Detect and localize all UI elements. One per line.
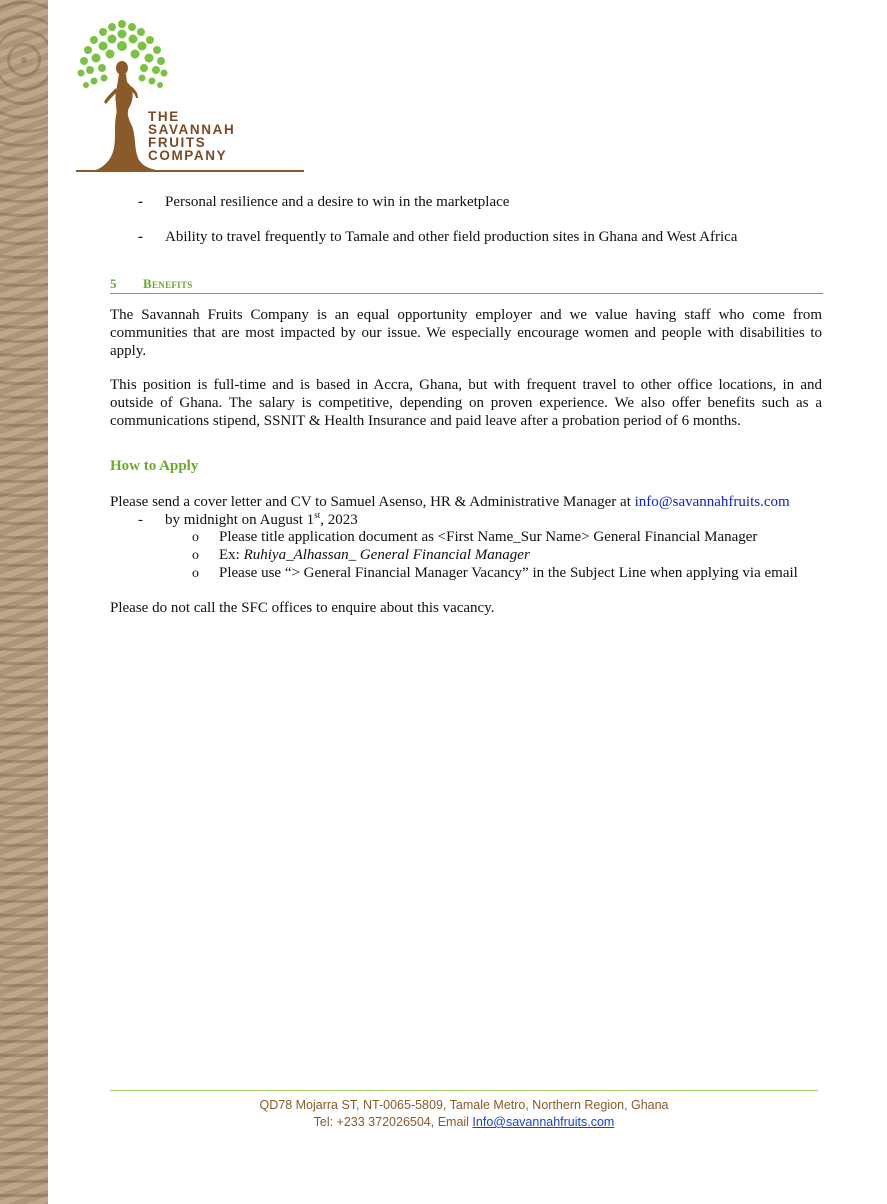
decorative-border	[0, 0, 48, 1204]
instruction-subject-line: Please use “> General Financial Manager Vacancy” in the Subject Line when applying via email	[219, 565, 798, 581]
how-to-apply-heading: How to Apply	[110, 458, 199, 474]
apply-intro	[110, 494, 790, 511]
section-number: 5	[110, 276, 117, 291]
sub-bullet-marker: o	[192, 566, 199, 581]
deadline-ordinal: st	[314, 510, 321, 520]
closing-note: Please do not call the SFC offices to enquire about this vacancy.	[110, 600, 495, 616]
paragraph-position-details: This position is full-time and is based in Accra, Ghana, but with frequent travel to other office locations, in and outside of Ghana. The salary is competitive, depending on proven experience. We also offer benefits such as a communications stipend, SSNIT & Health Insurance and paid leave after a probation period of 6 months.	[110, 377, 822, 429]
apply-email-link[interactable]: info@savannahfruits.com	[634, 494, 790, 510]
deadline-prefix: by midnight on August 1	[165, 512, 315, 528]
footer-tel: Tel: +233 372026504, Email	[313, 1115, 473, 1129]
logo-word-fruits: FRUITS	[148, 135, 207, 150]
bullet-resilience: Personal resilience and a desire to win in the marketplace	[165, 194, 510, 210]
deadline-marker: -	[138, 512, 143, 528]
example-filename: Ruhiya_Alhassan_ General Financial Manager	[243, 547, 530, 563]
logo-word-savannah: SAVANNAH	[148, 122, 236, 137]
instruction-title-document: Please title application document as <First Name_Sur Name> General Financial Manager	[219, 529, 758, 545]
bullet-marker: -	[138, 229, 143, 245]
footer-divider	[110, 1090, 818, 1091]
section-benefits-heading	[110, 275, 823, 294]
paragraph-equal-opportunity: The Savannah Fruits Company is an equal opportunity employer and we value having staff who come from communities that are most impacted by our issue. We especially encourage women and people with disabilities to apply.	[110, 307, 822, 359]
sub-bullet-marker: o	[192, 548, 199, 563]
bullet-travel: Ability to travel frequently to Tamale and other field production sites in Ghana and West Africa	[165, 229, 738, 245]
logo-underline	[76, 170, 304, 172]
apply-intro-text: Please send a cover letter and CV to Samuel Asenso, HR & Administrative Manager at	[110, 494, 635, 510]
sub-bullet-marker: o	[192, 530, 199, 545]
footer-email-link[interactable]: Info@savannahfruits.com	[472, 1115, 615, 1129]
example-label: Ex:	[219, 547, 244, 563]
bullet-marker: -	[138, 194, 143, 210]
apply-deadline	[165, 512, 358, 529]
footer-contact	[110, 1115, 818, 1129]
company-logo	[76, 18, 304, 176]
logo-wordmark	[148, 110, 235, 162]
footer-address: QD78 Mojarra ST, NT-0065-5809, Tamale Metro, Northern Region, Ghana	[259, 1098, 669, 1112]
deadline-suffix: , 2023	[320, 512, 358, 528]
instruction-example	[219, 547, 530, 564]
logo-word-the: THE	[148, 109, 180, 124]
section-title: Benefits	[143, 276, 193, 291]
logo-word-company: COMPANY	[148, 148, 228, 163]
